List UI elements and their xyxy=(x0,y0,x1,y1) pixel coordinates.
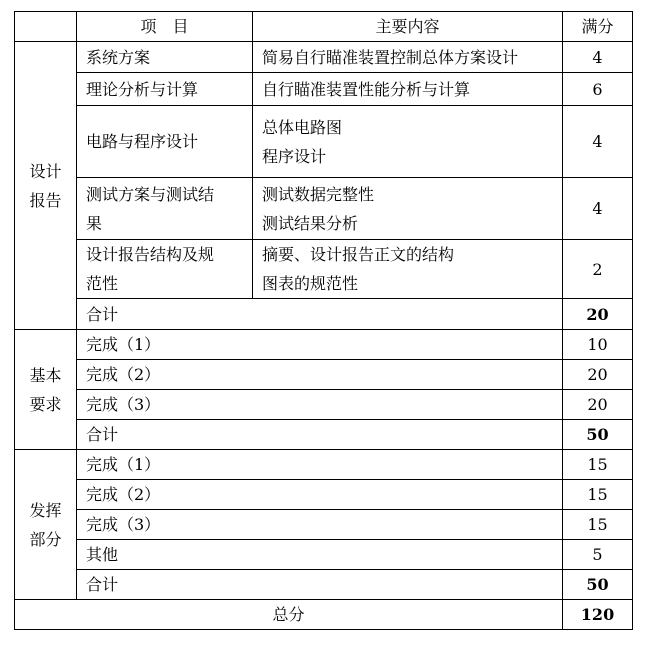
score-cell: 4 xyxy=(563,178,633,240)
item-cell: 完成（2） xyxy=(77,360,563,390)
header-item: 项 目 xyxy=(77,12,253,42)
grand-total-score: 120 xyxy=(563,600,633,630)
item-cell: 完成（3） xyxy=(77,390,563,420)
content-cell: 自行瞄准装置性能分析与计算 xyxy=(253,73,563,106)
table-row xyxy=(15,390,633,420)
subtotal-score: 20 xyxy=(563,299,633,330)
table-row xyxy=(15,450,633,480)
table-row xyxy=(15,540,633,570)
score-cell: 15 xyxy=(563,510,633,540)
category-cell xyxy=(15,330,77,450)
item-line: 果 xyxy=(86,213,103,233)
header-category-cell xyxy=(15,12,77,42)
content-line: 图表的规范性 xyxy=(262,274,359,293)
subtotal-row xyxy=(15,420,633,450)
table-row xyxy=(15,360,633,390)
header-content: 主要内容 xyxy=(253,12,563,42)
item-cell xyxy=(77,178,253,240)
table-row xyxy=(15,480,633,510)
item-cell: 理论分析与计算 xyxy=(77,73,253,106)
item-cell: 系统方案 xyxy=(77,42,253,73)
content-line: 测试数据完整性 xyxy=(262,184,375,204)
category-cell xyxy=(15,42,77,330)
score-cell: 20 xyxy=(563,390,633,420)
score-cell: 6 xyxy=(563,73,633,106)
score-cell: 15 xyxy=(563,480,633,510)
table-row xyxy=(15,42,633,73)
table-row xyxy=(15,510,633,540)
subtotal-score: 50 xyxy=(563,570,633,600)
header-score: 满分 xyxy=(563,12,633,42)
score-cell: 15 xyxy=(563,450,633,480)
content-line: 程序设计 xyxy=(262,146,327,166)
subtotal-row xyxy=(15,299,633,330)
table-row xyxy=(15,73,633,106)
category-label: 要求 xyxy=(29,394,62,414)
subtotal-label: 合计 xyxy=(77,570,563,600)
item-line: 测试方案与测试结 xyxy=(86,184,215,204)
score-cell: 4 xyxy=(563,42,633,73)
subtotal-row xyxy=(15,570,633,600)
category-cell xyxy=(15,450,77,600)
category-label: 发挥 xyxy=(29,500,62,520)
table-row xyxy=(15,240,633,299)
score-cell: 2 xyxy=(563,240,633,299)
grading-table xyxy=(14,11,633,630)
table-row xyxy=(15,330,633,360)
category-label: 报告 xyxy=(29,190,62,210)
grand-total-row xyxy=(15,600,633,630)
grand-total-label: 总分 xyxy=(15,600,563,630)
content-line: 摘要、设计报告正文的结构 xyxy=(262,245,455,264)
item-line: 设计报告结构及规 xyxy=(86,245,215,264)
subtotal-label: 合计 xyxy=(77,420,563,450)
category-label: 基本 xyxy=(29,365,62,385)
item-line: 范性 xyxy=(86,274,119,293)
item-cell: 其他 xyxy=(77,540,563,570)
category-label: 设计 xyxy=(29,161,62,181)
category-label: 部分 xyxy=(29,529,62,549)
item-cell: 完成（1） xyxy=(77,330,563,360)
item-cell: 完成（3） xyxy=(77,510,563,540)
content-line: 总体电路图 xyxy=(262,117,343,137)
item-cell: 完成（1） xyxy=(77,450,563,480)
content-cell xyxy=(253,240,563,299)
score-cell: 4 xyxy=(563,106,633,178)
content-cell xyxy=(253,106,563,178)
score-cell: 10 xyxy=(563,330,633,360)
item-cell: 完成（2） xyxy=(77,480,563,510)
item-cell: 电路与程序设计 xyxy=(77,106,253,178)
item-cell xyxy=(77,240,253,299)
table-row xyxy=(15,106,633,178)
subtotal-label: 合计 xyxy=(77,299,563,330)
score-cell: 20 xyxy=(563,360,633,390)
subtotal-score: 50 xyxy=(563,420,633,450)
content-cell xyxy=(253,178,563,240)
content-cell: 简易自行瞄准装置控制总体方案设计 xyxy=(253,42,563,73)
score-cell: 5 xyxy=(563,540,633,570)
content-line: 测试结果分析 xyxy=(262,213,359,233)
header-row xyxy=(15,12,633,42)
table-row xyxy=(15,178,633,240)
